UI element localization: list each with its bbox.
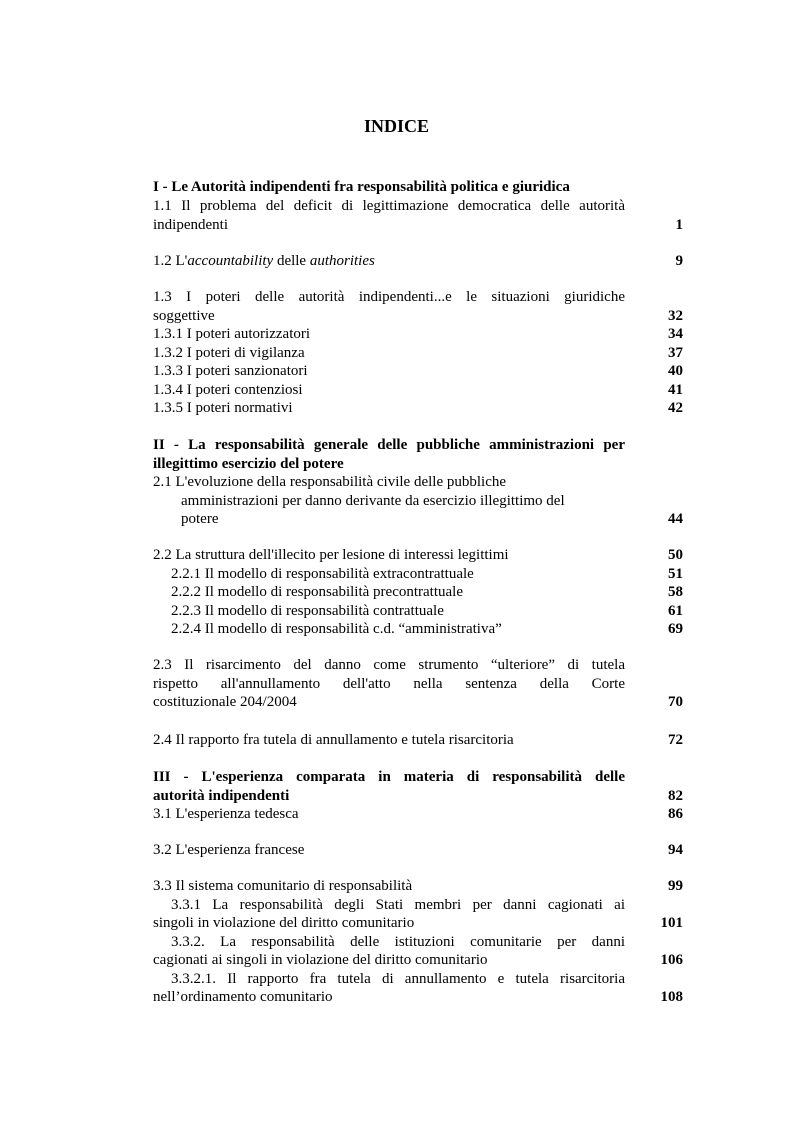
toc-subentry-text: 1.3.2 I poteri di vigilanza [153, 344, 305, 361]
toc-subentry-text: 3.3.1 La responsabilità degli Stati membri per danni cagionati ai [171, 896, 625, 913]
toc-subentry-text: 2.2.3 Il modello di responsabilità contrattuale [171, 602, 444, 619]
toc-page-number: 40 [668, 363, 683, 379]
toc-entry-text: 3.1 L'esperienza tedesca [153, 806, 299, 822]
toc-entry-text: 2.4 Il rapporto fra tutela di annullamento e tutela risarcitoria [153, 732, 514, 748]
toc-page-number: 34 [668, 326, 683, 342]
toc-page-number: 99 [668, 878, 683, 894]
toc-entry-text-cont: potere [181, 511, 219, 527]
toc-page-number: 9 [675, 253, 683, 269]
toc-page-number: 58 [668, 584, 683, 600]
toc-page-number: 42 [668, 400, 683, 416]
toc-subentry-text: 2.2.4 Il modello di responsabilità c.d. “amministrativa” [171, 621, 502, 637]
toc-page-number: 106 [660, 952, 683, 968]
toc-page-number: 1 [675, 216, 683, 233]
toc-entry [153, 473, 683, 529]
toc-entry-text: 3.3 Il sistema comunitario di responsabilità [153, 878, 413, 894]
section-title: III - L'esperienza comparata in materia di responsabilità delle [153, 769, 625, 785]
toc-entry-text-cont: costituzionale 204/2004 [153, 694, 297, 710]
section-heading [153, 768, 683, 806]
toc-entry-text: 2.3 Il risarcimento del danno come strumento “ulteriore” di tutela [153, 657, 625, 673]
toc-entry [153, 656, 683, 712]
toc-subentry-text-cont: singoli in violazione del diritto comunitario [153, 915, 415, 931]
toc-subentry-text: 3.3.2. La responsabilità delle istituzioni comunitarie per danni [171, 933, 625, 950]
toc-subentry-text-cont: cagionati ai singoli in violazione del diritto comunitario [153, 952, 488, 968]
toc-subentry-text: 1.3.1 I poteri autorizzatori [153, 326, 311, 342]
section-heading [153, 436, 683, 474]
toc-entry-text-cont: indipendenti [153, 216, 228, 233]
toc-page-number: 61 [668, 602, 683, 619]
toc-page-number: 51 [668, 565, 683, 582]
toc-page-number: 94 [668, 842, 683, 858]
toc-entry-text: 2.1 L'evoluzione della responsabilità civile delle pubbliche [153, 474, 507, 490]
toc-subentry-text: 2.2.1 Il modello di responsabilità extracontrattuale [171, 565, 474, 582]
toc-subentry-text: 2.2.2 Il modello di responsabilità precontrattuale [171, 584, 464, 600]
toc-page-number: 72 [668, 732, 683, 748]
toc-subentry-text: 1.3.5 I poteri normativi [153, 400, 293, 416]
toc-entry-text: 3.2 L'esperienza francese [153, 842, 305, 858]
toc-entry-text: 1.1 Il problema del deficit di legittimazione democratica delle autorità [153, 198, 625, 214]
toc-page-number: 69 [668, 621, 683, 637]
section-title-cont: autorità indipendenti [153, 787, 290, 804]
toc-subentry-text: 1.3.4 I poteri contenziosi [153, 381, 303, 398]
toc-subentry [153, 896, 683, 934]
toc-page-number: 41 [668, 381, 683, 398]
toc-subentry-text-cont: nell’ordinamento comunitario [153, 989, 333, 1005]
toc-page-number: 37 [668, 344, 683, 361]
section-title: II - La responsabilità generale delle pubbliche amministrazioni per [153, 437, 625, 453]
toc-entry-text: 1.3 I poteri delle autorità indipendenti...e le situazioni giuridiche [153, 289, 625, 305]
toc-entry-text: 1.2 L'accountability delle authorities [153, 253, 375, 269]
toc-entry [153, 197, 683, 235]
toc-page-number: 108 [660, 989, 683, 1005]
toc-entry-text: 2.2 La struttura dell'illecito per lesione di interessi legittimi [153, 547, 509, 563]
section-title: I - Le Autorità indipendenti fra responsabilità politica e giuridica [153, 179, 570, 195]
toc-page-number: 44 [668, 511, 683, 527]
toc-page-number: 101 [660, 915, 683, 931]
toc-page-number: 70 [668, 694, 683, 710]
toc-subentry [153, 933, 683, 971]
toc-subentry-text: 1.3.3 I poteri sanzionatori [153, 363, 308, 379]
toc-page-number: 32 [668, 307, 683, 324]
toc-entry-text-cont: amministrazioni per danno derivante da esercizio illegittimo del [181, 492, 565, 509]
section-title-cont: illegittimo esercizio del potere [153, 455, 344, 472]
toc-entry-text-cont: soggettive [153, 307, 215, 324]
toc-entry [153, 288, 683, 326]
toc-entry-text-cont: rispetto all'annullamento dell'atto nella sentenza della Corte [153, 675, 625, 692]
toc-page-number: 86 [668, 806, 683, 822]
toc-page-number: 50 [668, 547, 683, 563]
page-title: INDICE [363, 116, 429, 136]
toc-page-number: 82 [668, 787, 683, 804]
toc-subentry-text: 3.3.2.1. Il rapporto fra tutela di annullamento e tutela risarcitoria [171, 970, 625, 987]
toc-subentry [153, 970, 683, 1008]
